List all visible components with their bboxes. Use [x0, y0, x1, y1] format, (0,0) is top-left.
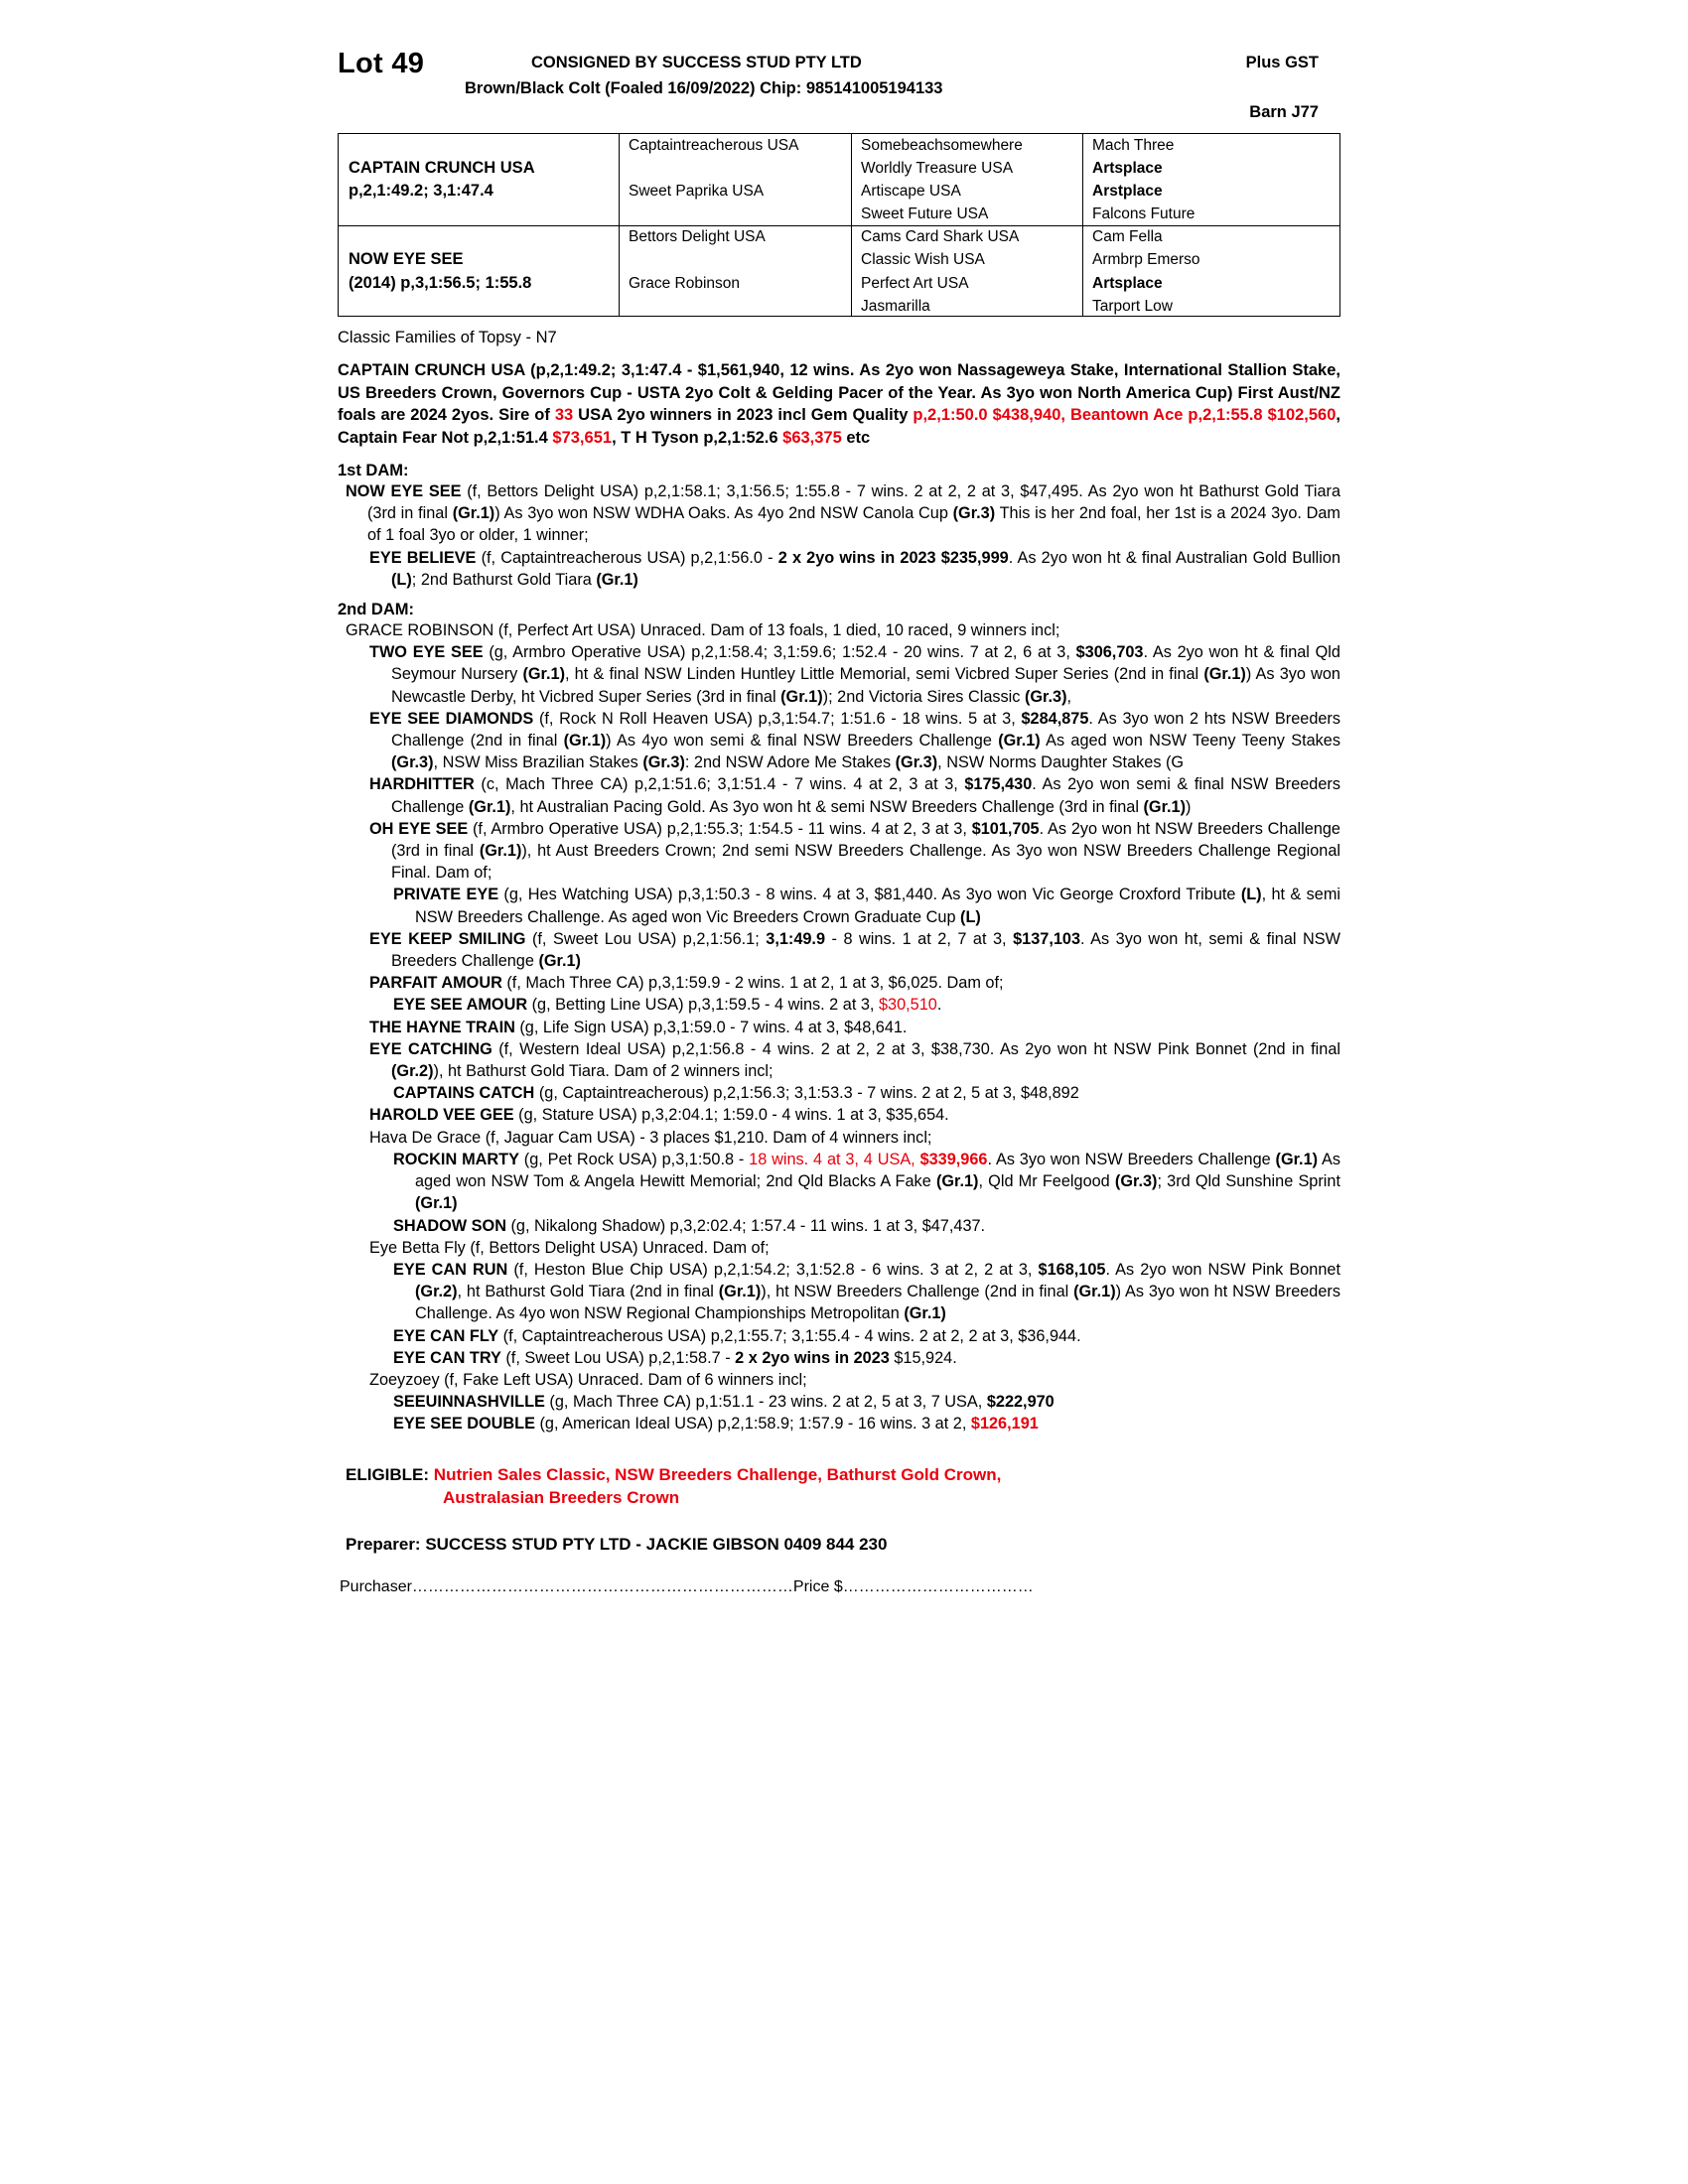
pedigree-g3-5: Cams Card Shark USA [861, 228, 1020, 246]
second-dam-entry: PRIVATE EYE (g, Hes Watching USA) p,3,1:50.3 - 8 wins. 4 at 3, $81,440. As 3yo won Vic George Croxford Tribute (L), ht & semi NSW Breeders Challenge. As aged won Vic Breeders Crown Graduate Cup (L) [393, 886, 1340, 926]
eligible-line2: Australasian Breeders Crown [443, 1487, 680, 1507]
dam-name: NOW EYE SEE [349, 250, 464, 269]
pedigree-table [338, 133, 1340, 317]
pedigree-g2-3: Bettors Delight USA [629, 228, 766, 246]
page-header [338, 40, 1340, 121]
second-dam-entry: HAROLD VEE GEE (g, Stature USA) p,3,2:04.1; 1:59.0 - 4 wins. 1 at 3, $35,654. [369, 1106, 949, 1125]
lot-number: Lot 49 [338, 48, 425, 79]
pedigree-g4-7: Artsplace [1092, 274, 1163, 292]
first-dam-block [338, 480, 1340, 591]
second-dam-block [338, 619, 1340, 1435]
pedigree-g3-6: Classic Wish USA [861, 251, 985, 269]
catalogue-sheet [338, 40, 1340, 1596]
pedigree-g4-1: Mach Three [1092, 137, 1175, 154]
pedigree-g2-4: Grace Robinson [629, 274, 741, 292]
first-dam-entry: NOW EYE SEE (f, Bettors Delight USA) p,2,1:58.1; 3,1:56.5; 1:55.8 - 7 wins. 2 at 2, 2 at 3, $47,495. As 2yo won ht Bathurst Gold Tiara (3rd in final (Gr.1)) As 3yo won NSW WDHA Oaks. As 4yo 2nd NSW Canola Cup (Gr.3) This is her 2nd foal, her 1st is a 2024 3yo. Dam of 1 foal 3yo or older, 1 winner; [346, 482, 1341, 545]
second-dam-entry: EYE SEE DOUBLE (g, American Ideal USA) p,2,1:58.9; 1:57.9 - 16 wins. 3 at 2, $126,191 [393, 1415, 1039, 1433]
consignor-line: CONSIGNED BY SUCCESS STUD PTY LTD [531, 54, 862, 71]
second-dam-entry: EYE CAN TRY (f, Sweet Lou USA) p,2,1:58.7 - 2 x 2yo wins in 2023 $15,924. [393, 1348, 957, 1367]
pedigree-g2-2: Sweet Paprika USA [629, 183, 765, 201]
pedigree-g4-2: Artsplace [1092, 160, 1163, 178]
sire-summary [338, 359, 1340, 449]
second-dam-entry: HARDHITTER (c, Mach Three CA) p,2,1:51.6; 3,1:51.4 - 7 wins. 4 at 2, 3 at 3, $175,430. As 2yo won semi & final NSW Breeders Challenge (Gr.1), ht Australian Pacing Gold. As 3yo won ht & semi NSW Breeders Challenge (3rd in final (Gr.1)) [369, 775, 1340, 816]
pedigree-g4-6: Armbrp Emerso [1092, 251, 1200, 269]
second-dam-entry: THE HAYNE TRAIN (g, Life Sign USA) p,3,1:59.0 - 7 wins. 4 at 3, $48,641. [369, 1018, 908, 1036]
pedigree-g2-1: Captaintreacherous USA [629, 137, 799, 154]
second-dam-entry: PARFAIT AMOUR (f, Mach Three CA) p,3,1:59.9 - 2 wins. 1 at 2, 1 at 3, $6,025. Dam of; [369, 974, 1004, 993]
sire-summary-part3: , Captain Fear Not p,2,1:51.4 [338, 406, 1341, 447]
second-dam-entry: TWO EYE SEE (g, Armbro Operative USA) p,2,1:58.4; 3,1:59.6; 1:52.4 - 20 wins. 7 at 2, 6 at 3, $306,703. As 2yo won ht & final Qld Seymour Nursery (Gr.1), ht & final NSW Linden Huntley Little Memorial, semi Vicbred Super Series (2nd in final (Gr.1)) As 3yo won Newcastle Derby, ht Vicbred Super Series (3rd in final (Gr.1)); 2nd Victoria Sires Classic (Gr.3), [369, 643, 1340, 706]
second-dam-entry: OH EYE SEE (f, Armbro Operative USA) p,2,1:55.3; 1:54.5 - 11 wins. 4 at 2, 3 at 3, $101,705. As 2yo won ht NSW Breeders Challenge (3rd in final (Gr.1)), ht Aust Breeders Crown; 2nd semi NSW Breeders Challenge. As 3yo won NSW Breeders Challenge Regional Final. Dam of; [369, 819, 1340, 883]
second-dam-entry: Eye Betta Fly (f, Bettors Delight USA) Unraced. Dam of; [369, 1238, 770, 1257]
second-dam-entry: Hava De Grace (f, Jaguar Cam USA) - 3 places $1,210. Dam of 4 winners incl; [369, 1128, 932, 1147]
classic-families-line: Classic Families of Topsy - N7 [338, 329, 557, 346]
sire-record: p,2,1:49.2; 3,1:47.4 [349, 182, 493, 201]
pedigree-g3-8: Jasmarilla [861, 297, 930, 315]
sire-summary-part4: , T H Tyson p,2,1:52.6 [612, 428, 783, 447]
sire-summary-part1: CAPTAIN CRUNCH USA (p,2,1:49.2; 3,1:47.4 - $1,561,940, 12 wins. As 2yo won Nassageweya Stake, International Stallion Stake, US Breeders Crown, Governors Cup - USTA 2yo Colt & Gelding Pacer of the Year. As 3yo won North America Cup) First Aust/NZ foals are 2024 2yos. Sire of [338, 361, 1340, 424]
second-dam-entry: EYE CAN RUN (f, Heston Blue Chip USA) p,2,1:54.2; 3,1:52.8 - 6 wins. 3 at 2, 2 at 3, $168,105. As 2yo won NSW Pink Bonnet (Gr.2), ht Bathurst Gold Tiara (2nd in final (Gr.1)), ht NSW Breeders Challenge (2nd in final (Gr.1)) As 3yo won ht NSW Breeders Challenge. As 4yo won NSW Regional Championships Metropolitan (Gr.1) [393, 1260, 1340, 1323]
second-dam-entry: ROCKIN MARTY (g, Pet Rock USA) p,3,1:50.8 - 18 wins. 4 at 3, 4 USA, $339,966. As 3yo won NSW Breeders Challenge (Gr.1) As aged won NSW Tom & Angela Hewitt Memorial; 2nd Qld Blacks A Fake (Gr.1), Qld Mr Feelgood (Gr.3); 3rd Qld Sunshine Sprint (Gr.1) [393, 1150, 1341, 1213]
plus-gst-label: Plus GST [1245, 54, 1319, 71]
sire-summary-red2: p,2,1:50.0 $438,940, Beantown Ace p,2,1:55.8 $102,560 [913, 406, 1336, 424]
purchaser-price-line: Purchaser………………………………………………………………Price $……………………………… [340, 1577, 1034, 1595]
pedigree-g3-4: Sweet Future USA [861, 205, 989, 223]
pedigree-g4-3: Arstplace [1092, 183, 1163, 201]
second-dam-entry: EYE SEE AMOUR (g, Betting Line USA) p,3,1:59.5 - 4 wins. 2 at 3, $30,510. [393, 996, 942, 1015]
sire-name: CAPTAIN CRUNCH USA [349, 159, 535, 178]
second-dam-entry: GRACE ROBINSON (f, Perfect Art USA) Unraced. Dam of 13 foals, 1 died, 10 raced, 9 winners incl; [346, 621, 1060, 640]
second-dam-entry: Zoeyzoey (f, Fake Left USA) Unraced. Dam of 6 winners incl; [369, 1370, 807, 1389]
second-dam-entry: EYE KEEP SMILING (f, Sweet Lou USA) p,2,1:56.1; 3,1:49.9 - 8 wins. 1 at 2, 7 at 3, $137,103. As 3yo won ht, semi & final NSW Breeders Challenge (Gr.1) [369, 929, 1341, 971]
sire-summary-red1: 33 [554, 406, 574, 424]
first-dam-entry: EYE BELIEVE (f, Captaintreacherous USA) p,2,1:56.0 - 2 x 2yo wins in 2023 $235,999. As 2yo won ht & final Australian Gold Bullion (L); 2nd Bathurst Gold Tiara (Gr.1) [369, 548, 1340, 589]
second-dam-entry: CAPTAINS CATCH (g, Captaintreacherous) p,2,1:56.3; 3,1:53.3 - 7 wins. 2 at 2, 5 at 3, $48,892 [393, 1084, 1079, 1103]
animal-description: Brown/Black Colt (Foaled 16/09/2022) Chip: 985141005194133 [465, 79, 943, 97]
eligible-line1: Nutrien Sales Classic, NSW Breeders Challenge, Bathurst Gold Crown, [433, 1464, 1002, 1484]
pedigree-g3-7: Perfect Art USA [861, 274, 969, 292]
second-dam-entry: SHADOW SON (g, Nikalong Shadow) p,3,2:02.4; 1:57.4 - 11 wins. 1 at 3, $47,437. [393, 1216, 986, 1235]
second-dam-entry: SEEUINNASHVILLE (g, Mach Three CA) p,1:51.1 - 23 wins. 2 at 2, 5 at 3, 7 USA, $222,970 [393, 1393, 1055, 1412]
eligible-block [338, 1463, 1340, 1509]
sire-summary-red3: $73,651 [552, 428, 613, 447]
pedigree-g3-3: Artiscape USA [861, 183, 961, 201]
sire-summary-part5: etc [841, 428, 871, 447]
first-dam-heading: 1st DAM: [338, 462, 409, 479]
barn-label: Barn J77 [1249, 103, 1319, 121]
second-dam-entry: EYE CATCHING (f, Western Ideal USA) p,2,1:56.8 - 4 wins. 2 at 2, 2 at 3, $38,730. As 2yo won ht NSW Pink Bonnet (2nd in final (Gr.2)), ht Bathurst Gold Tiara. Dam of 2 winners incl; [369, 1039, 1340, 1081]
pedigree-g4-5: Cam Fella [1092, 228, 1163, 246]
sire-summary-part2: USA 2yo winners in 2023 incl Gem Quality [573, 406, 914, 424]
pedigree-g4-8: Tarport Low [1092, 297, 1173, 315]
second-dam-entry: EYE CAN FLY (f, Captaintreacherous USA) p,2,1:55.7; 3,1:55.4 - 4 wins. 2 at 2, 2 at 3, $36,944. [393, 1326, 1081, 1345]
second-dam-entry: EYE SEE DIAMONDS (f, Rock N Roll Heaven USA) p,3,1:54.7; 1:51.6 - 18 wins. 5 at 3, $284,875. As 3yo won 2 hts NSW Breeders Challenge (2nd in final (Gr.1)) As 4yo won semi & final NSW Breeders Challenge (Gr.1) As aged won NSW Teeny Teeny Stakes (Gr.3), NSW Miss Brazilian Stakes (Gr.3): 2nd NSW Adore Me Stakes (Gr.3), NSW Norms Daughter Stakes (G [369, 709, 1341, 772]
pedigree-g4-4: Falcons Future [1092, 205, 1196, 223]
dam-record: (2014) p,3,1:56.5; 1:55.8 [349, 273, 532, 292]
sire-summary-red4: $63,375 [782, 428, 842, 447]
preparer-line: Preparer: SUCCESS STUD PTY LTD - JACKIE GIBSON 0409 844 230 [346, 1534, 888, 1554]
pedigree-g3-2: Worldly Treasure USA [861, 160, 1014, 178]
second-dam-heading: 2nd DAM: [338, 601, 414, 619]
pedigree-g3-1: Somebeachsomewhere [861, 137, 1023, 154]
eligible-label: ELIGIBLE: [346, 1464, 430, 1484]
